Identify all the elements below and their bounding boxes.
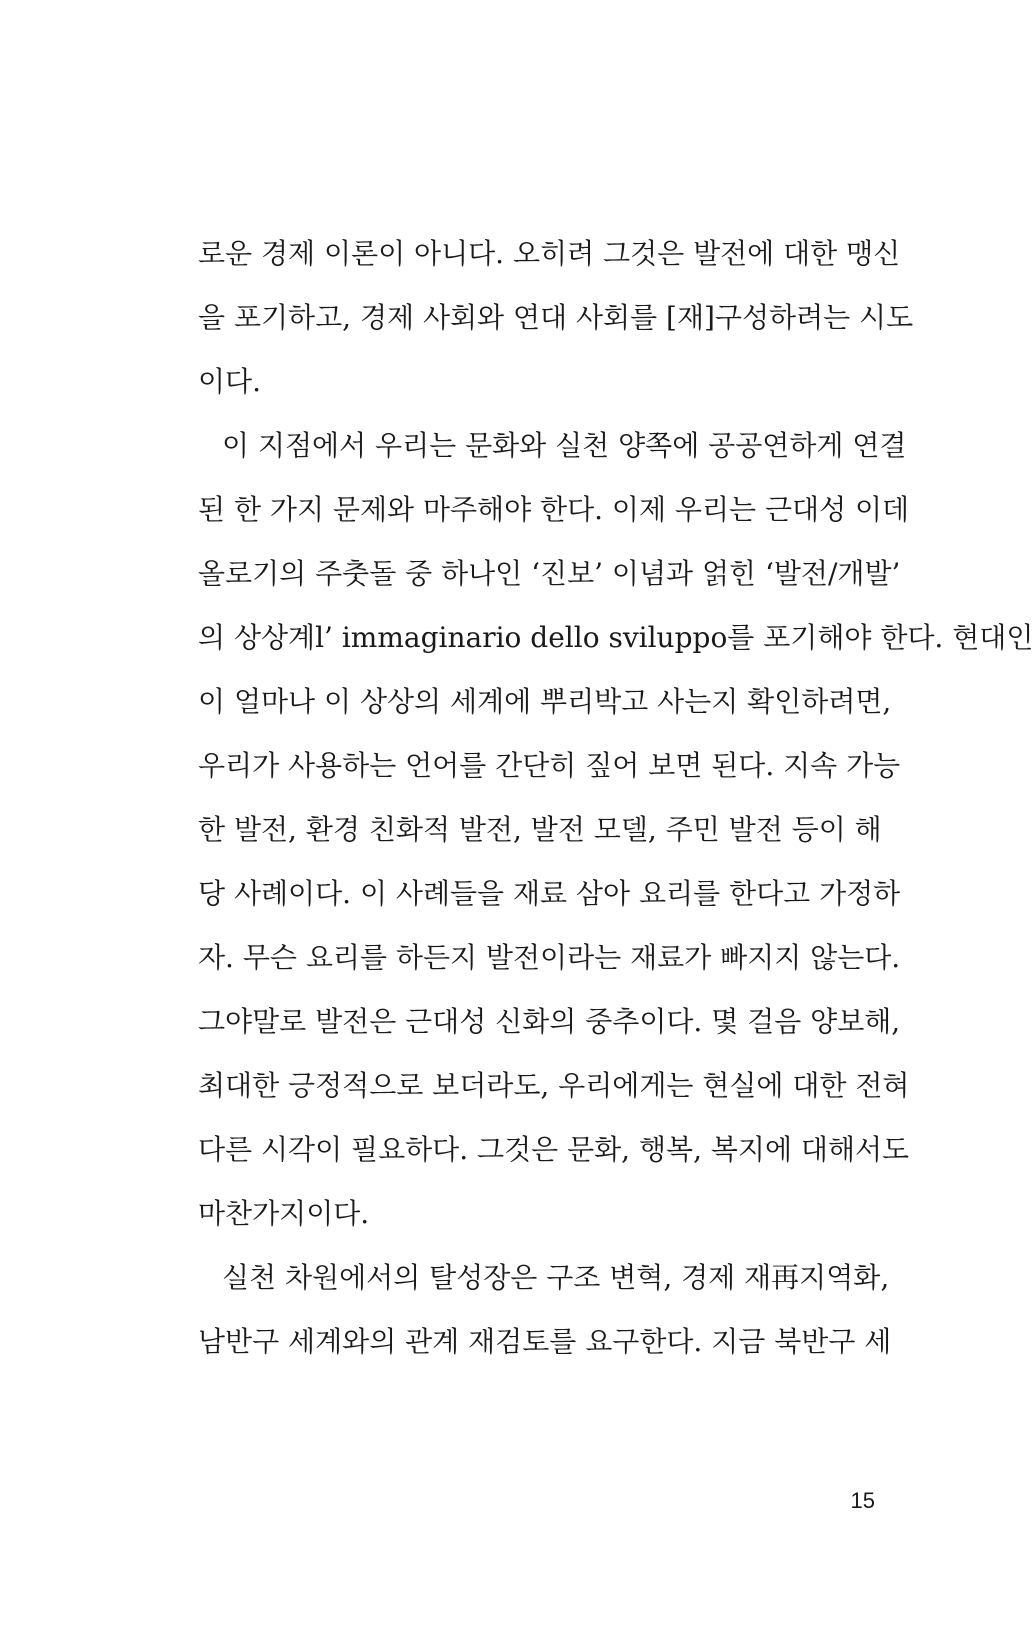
text-line: 을 포기하고, 경제 사회와 연대 사회를 [재]구성하려는 시도	[198, 301, 914, 334]
text-line: 로운 경제 이론이 아니다. 오히려 그것은 발전에 대한 맹신	[198, 237, 901, 270]
text-line: 된 한 가지 문제와 마주해야 한다. 이제 우리는 근대성 이데	[198, 493, 910, 526]
page-number: 15	[850, 1488, 875, 1513]
text-line: 한 발전, 환경 친화적 발전, 발전 모델, 주민 발전 등이 해	[198, 813, 882, 846]
text-line: 마찬가지이다.	[198, 1197, 370, 1230]
text-line: 이 얼마나 이 상상의 세계에 뿌리박고 사는지 확인하려면,	[198, 685, 892, 718]
text-line: 자. 무슨 요리를 하든지 발전이라는 재료가 빠지지 않는다.	[198, 941, 901, 974]
text-line: 당 사례이다. 이 사례들을 재료 삼아 요리를 한다고 가정하	[198, 877, 901, 910]
text-line: 그야말로 발전은 근대성 신화의 중추이다. 몇 걸음 양보해,	[198, 1005, 901, 1038]
text-line: 우리가 사용하는 언어를 간단히 짚어 보면 된다. 지속 가능	[198, 749, 901, 782]
text-line: 이 지점에서 우리는 문화와 실천 양쪽에 공공연하게 연결	[222, 429, 907, 462]
text-line: 다른 시각이 필요하다. 그것은 문화, 행복, 복지에 대해서도	[198, 1133, 910, 1166]
text-line: 최대한 긍정적으로 보더라도, 우리에게는 현실에 대한 전혀	[198, 1069, 910, 1102]
text-line: 올로기의 주춧돌 중 하나인 ‘진보’ 이념과 얽힌 ‘발전/개발’	[198, 557, 901, 590]
text-line: 의 상상계l’ immaginario dello sviluppo를 포기해야 한다. 현대인	[198, 621, 1033, 654]
text-line: 실천 차원에서의 탈성장은 구조 변혁, 경제 재再지역화,	[222, 1261, 890, 1294]
body-text	[198, 222, 1033, 1374]
text-line: 남반구 세계와의 관계 재검토를 요구한다. 지금 북반구 세	[198, 1325, 892, 1358]
text-line: 이다.	[198, 365, 261, 398]
